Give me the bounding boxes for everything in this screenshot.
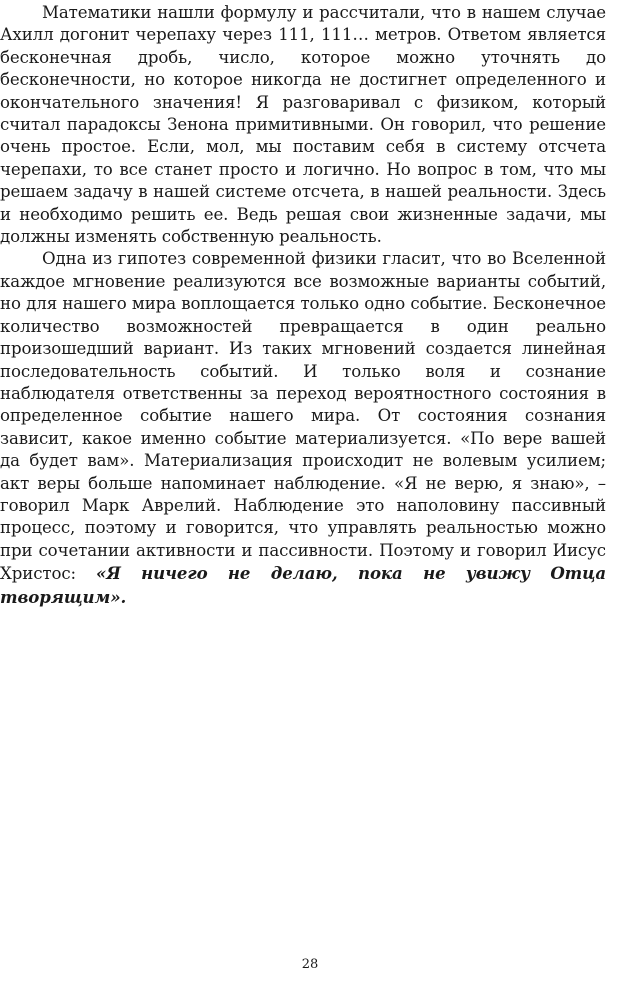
bold-italic-quote: «Я ничего не делаю, пока не увижу Отца творящим». — [0, 563, 607, 607]
paragraph-2 — [0, 248, 606, 609]
paragraph-2-text: Одна из гипотез современной физики гласит, что во Вселенной каждое мгновение реализуются все возможные варианты событий, но для нашего мира воплощается только одно событие. Бесконечное количество возможностей превращается в один реально произошедший вариант. Из таких мгновений создается линейная последовательность событий. И только воля и сознание наблюдателя ответственны за переход вероятностного состояния в определенное событие нашего мира. От состояния сознания зависит, какое именно событие материализуется. «По вере вашей да будет вам». Материализация происходит не волевым усилием; акт веры больше напоминает наблюдение. «Я не верю, я знаю», – говорил Марк Аврелий. Наблюдение это наполовину пассивный процесс, поэтому и говорится, что управлять реальностью можно при сочетании активности и пассивности. Поэтому и говорил Иисус Христос: — [0, 249, 606, 584]
paragraph-1: Математики нашли формулу и рассчитали, что в нашем случае Ахилл догонит черепаху через 111, 111… метров. Ответом является бесконечная дробь, число, которое можно уточнять до бесконечности, но которое никогда не достигнет определенного и окончательного значения! Я разговаривал с физиком, который считал парадоксы Зенона примитивными. Он говорил, что решение очень простое. Если, мол, мы поставим себя в систему отсчета черепахи, то все станет просто и логично. Но вопрос в том, что мы решаем задачу в нашей системе отсчета, в нашей реальности. Здесь и необходимо решить ее. Ведь решая свои жизненные задачи, мы должны изменять собственную реальность. — [0, 3, 606, 247]
page-number: 28 — [301, 957, 319, 972]
